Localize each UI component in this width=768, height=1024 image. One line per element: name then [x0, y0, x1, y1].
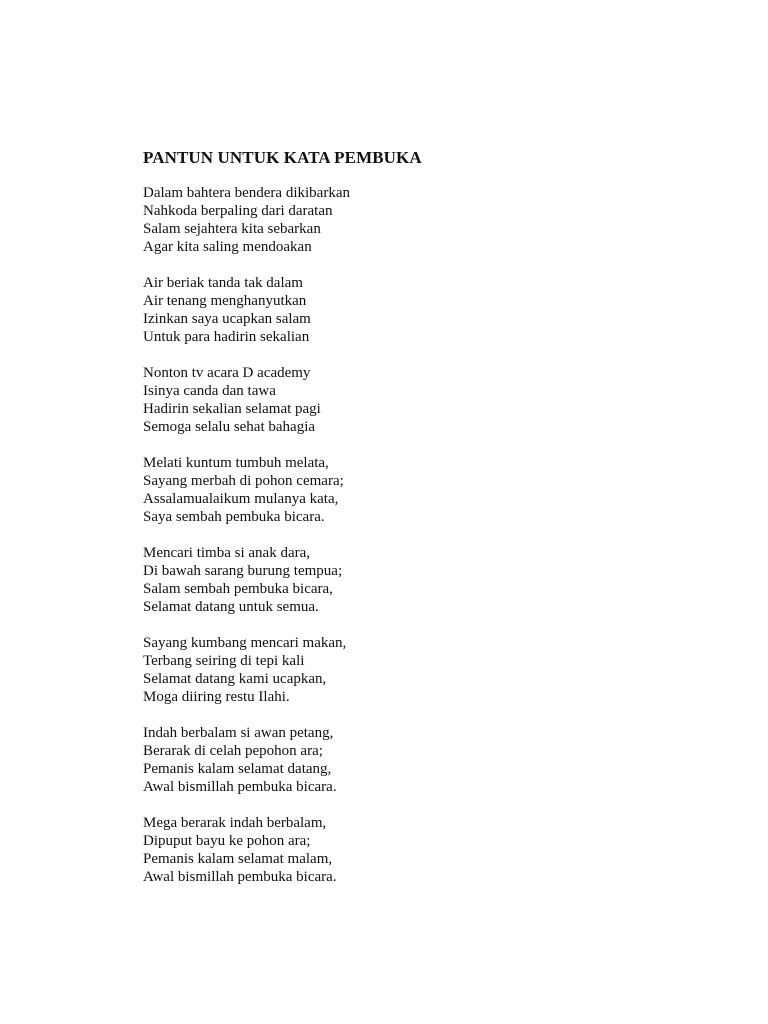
stanza-line: Air beriak tanda tak dalam — [143, 275, 303, 291]
stanza-line: Dalam bahtera bendera dikibarkan — [143, 185, 350, 201]
stanza-line: Berarak di celah pepohon ara; — [143, 743, 323, 759]
stanza-line: Salam sejahtera kita sebarkan — [143, 221, 321, 237]
stanza-line: Pemanis kalam selamat malam, — [143, 851, 333, 867]
stanza-line: Nonton tv acara D academy — [143, 365, 311, 381]
stanza-line: Sayang merbah di pohon cemara; — [143, 473, 344, 489]
stanza-3 — [143, 364, 703, 436]
stanza-line: Terbang seiring di tepi kali — [143, 653, 305, 669]
stanza-line: Nahkoda berpaling dari daratan — [143, 203, 333, 219]
stanza-line: Air tenang menghanyutkan — [143, 293, 307, 309]
stanza-line: Sayang kumbang mencari makan, — [143, 635, 347, 651]
stanza-line: Selamat datang untuk semua. — [143, 599, 319, 615]
stanza-line: Indah berbalam si awan petang, — [143, 725, 334, 741]
stanza-4 — [143, 454, 703, 526]
stanza-line: Mencari timba si anak dara, — [143, 545, 311, 561]
stanza-line: Isinya canda dan tawa — [143, 383, 276, 399]
stanza-line: Hadirin sekalian selamat pagi — [143, 401, 321, 417]
stanza-1 — [143, 184, 703, 256]
stanza-8 — [143, 814, 703, 886]
stanza-line: Agar kita saling mendoakan — [143, 239, 312, 255]
stanza-line: Salam sembah pembuka bicara, — [143, 581, 333, 597]
stanza-line: Melati kuntum tumbuh melata, — [143, 455, 329, 471]
stanza-line: Mega berarak indah berbalam, — [143, 815, 327, 831]
document-body — [143, 146, 703, 904]
stanza-line: Selamat datang kami ucapkan, — [143, 671, 327, 687]
stanza-line: Awal bismillah pembuka bicara. — [143, 779, 337, 795]
stanza-line: Semoga selalu sehat bahagia — [143, 419, 316, 435]
stanza-line: Saya sembah pembuka bicara. — [143, 509, 325, 525]
stanza-6 — [143, 634, 703, 706]
stanza-line: Di bawah sarang burung tempua; — [143, 563, 343, 579]
stanza-line: Assalamualaikum mulanya kata, — [143, 491, 339, 507]
stanza-line: Dipuput bayu ke pohon ara; — [143, 833, 311, 849]
stanza-line: Pemanis kalam selamat datang, — [143, 761, 332, 777]
stanza-7 — [143, 724, 703, 796]
stanza-line: Izinkan saya ucapkan salam — [143, 311, 311, 327]
stanza-2 — [143, 274, 703, 346]
document-title: PANTUN UNTUK KATA PEMBUKA — [143, 148, 422, 167]
stanza-line: Moga diiring restu Ilahi. — [143, 689, 290, 705]
stanza-line: Untuk para hadirin sekalian — [143, 329, 310, 345]
stanza-line: Awal bismillah pembuka bicara. — [143, 869, 337, 885]
stanza-5 — [143, 544, 703, 616]
